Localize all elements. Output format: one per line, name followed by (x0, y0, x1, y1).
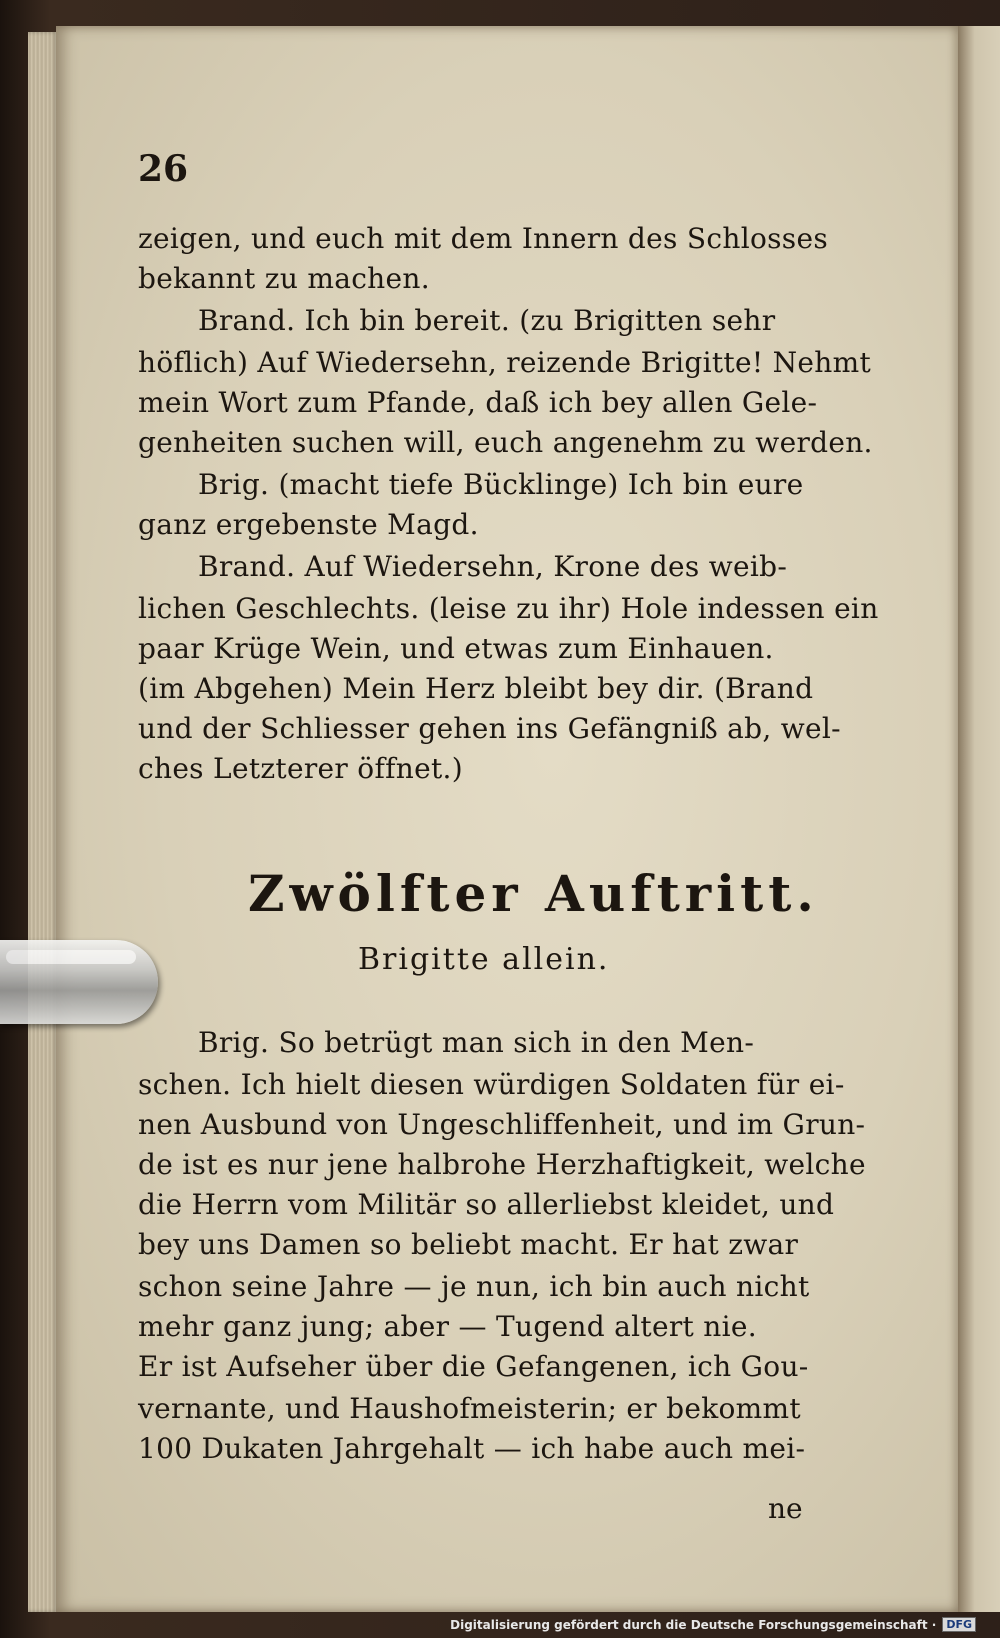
page-holder-clip (0, 940, 158, 1024)
text-line: die Herrn vom Militär so allerliebst kleidet, und (138, 1188, 835, 1221)
text-line: und der Schliesser gehen ins Gefängniß ab, wel- (138, 712, 841, 745)
catchword: ne (768, 1492, 803, 1525)
text-line: höflich) Auf Wiedersehn, reizende Brigitte! Nehmt (138, 346, 872, 379)
text-line: Brig. (macht tiefe Bücklinge) Ich bin eure (198, 468, 804, 501)
page-edges (28, 32, 58, 1612)
text-line: zeigen, und euch mit dem Innern des Schlosses (138, 222, 828, 255)
scene-heading: Zwölfter Auftritt. (248, 864, 819, 923)
page-number: 26 (138, 148, 189, 190)
text-line: Er ist Aufseher über die Gefangenen, ich Gou- (138, 1350, 809, 1383)
text-line: mehr ganz jung; aber — Tugend altert nie. (138, 1310, 757, 1343)
text-line: schen. Ich hielt diesen würdigen Soldaten für ei- (138, 1068, 845, 1101)
text-line: bey uns Damen so beliebt macht. Er hat zwar (138, 1228, 799, 1261)
text-line: ganz ergebenste Magd. (138, 508, 479, 541)
text-line: nen Ausbund von Ungeschliffenheit, und im Grun- (138, 1108, 866, 1141)
text-line: paar Krüge Wein, und etwas zum Einhauen. (138, 632, 774, 665)
scene-subheading: Brigitte allein. (358, 942, 610, 977)
text-line: bekannt zu machen. (138, 262, 430, 295)
text-line: genheiten suchen will, euch angenehm zu werden. (138, 426, 873, 459)
text-line: Brig. So betrügt man sich in den Men- (198, 1026, 755, 1059)
facing-page-edge (958, 26, 1000, 1612)
text-line: Brand. Auf Wiedersehn, Krone des weib- (198, 550, 788, 583)
text-line: schon seine Jahre — je nun, ich bin auch nicht (138, 1270, 810, 1303)
text-line: Brand. Ich bin bereit. (zu Brigitten sehr (198, 304, 776, 337)
text-line: lichen Geschlechts. (leise zu ihr) Hole indessen ein (138, 592, 879, 625)
footer-credit (450, 1617, 976, 1632)
text-line: mein Wort zum Pfande, daß ich bey allen Gele- (138, 386, 818, 419)
text-line: 100 Dukaten Jahrgehalt — ich habe auch mei- (138, 1432, 806, 1465)
dfg-logo-icon: DFG (942, 1617, 976, 1632)
text-line: de ist es nur jene halbrohe Herzhaftigkeit, welche (138, 1148, 866, 1181)
text-line: vernante, und Haushofmeisterin; er bekommt (138, 1392, 801, 1425)
footer-text: Digitalisierung gefördert durch die Deutsche Forschungsgemeinschaft · (450, 1617, 937, 1632)
text-line: ches Letzterer öffnet.) (138, 752, 463, 785)
text-line: (im Abgehen) Mein Herz bleibt bey dir. (Brand (138, 672, 814, 705)
